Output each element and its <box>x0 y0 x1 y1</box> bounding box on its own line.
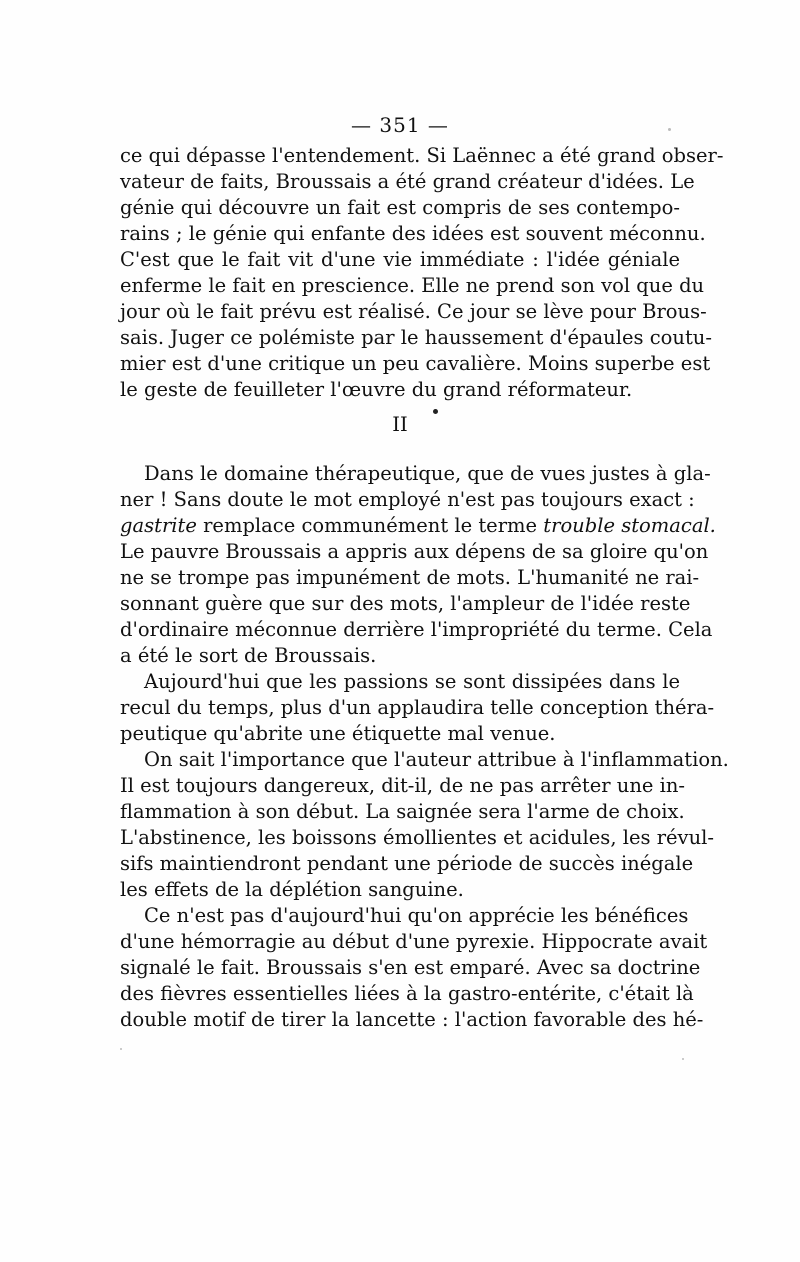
section-heading: II <box>392 413 408 436</box>
text-line: a été le sort de Broussais. <box>120 644 377 667</box>
text-line: double motif de tirer la lancette : l'action favorable des hé- <box>120 1008 704 1031</box>
text-line: d'une hémorragie au début d'une pyrexie. Hippocrate avait <box>120 930 708 953</box>
text-line: Il est toujours dangereux, dit-il, de ne pas arrêter une in- <box>120 774 686 797</box>
text-line: mier est d'une critique un peu cavalière. Moins superbe est <box>120 352 711 375</box>
ink-dot <box>433 409 438 414</box>
text-line: les effets de la déplétion sanguine. <box>120 878 464 901</box>
paper-speck <box>682 1058 684 1060</box>
paper-speck <box>668 128 671 131</box>
paper-speck <box>120 1048 122 1050</box>
text-line: sonnant guère que sur des mots, l'ampleur de l'idée reste <box>120 592 691 615</box>
text-line: vateur de faits, Broussais a été grand créateur d'idées. Le <box>120 170 695 193</box>
text-line: ner ! Sans doute le mot employé n'est pas toujours exact : <box>120 488 695 511</box>
text-line: Aujourd'hui que les passions se sont dissipées dans le <box>144 670 680 693</box>
text-line: d'ordinaire méconnue derrière l'impropriété du terme. Cela <box>120 618 713 641</box>
italic-term: trouble stomacal. <box>543 514 716 537</box>
italic-term: gastrite <box>120 514 197 537</box>
text-line: enferme le fait en prescience. Elle ne prend son vol que du <box>120 274 705 297</box>
text-line: peutique qu'abrite une étiquette mal venue. <box>120 722 556 745</box>
text-line: le geste de feuilleter l'œuvre du grand réformateur. <box>120 378 633 401</box>
text-line: des fièvres essentielles liées à la gastro-entérite, c'était là <box>120 982 694 1005</box>
text-line-mixed <box>120 513 716 539</box>
text-line: C'est que le fait vit d'une vie immédiate : l'idée géniale <box>120 248 680 271</box>
text-line: sais. Juger ce polémiste par le haussement d'épaules coutu- <box>120 326 712 349</box>
text-line: flammation à son début. La saignée sera l'arme de choix. <box>120 800 685 823</box>
text-line: L'abstinence, les boissons émollientes et acidules, les révul- <box>120 826 714 849</box>
text-line: Dans le domaine thérapeutique, que de vues justes à gla- <box>144 462 711 485</box>
text-line: rains ; le génie qui enfante des idées est souvent méconnu. <box>120 222 706 245</box>
body-text <box>120 143 729 1033</box>
text-line: Le pauvre Broussais a appris aux dépens de sa gloire qu'on <box>120 540 709 563</box>
text-line: On sait l'importance que l'auteur attribue à l'inflammation. <box>144 748 729 771</box>
text-line: ce qui dépasse l'entendement. Si Laënnec a été grand obser- <box>120 144 724 167</box>
text-line: sifs maintiendront pendant une période de succès inégale <box>120 852 694 875</box>
text-line: jour où le fait prévu est réalisé. Ce jour se lève pour Brous- <box>120 300 707 323</box>
text-line: Ce n'est pas d'aujourd'hui qu'on apprécie les bénéfices <box>144 904 689 927</box>
text-line: signalé le fait. Broussais s'en est emparé. Avec sa doctrine <box>120 956 701 979</box>
text-line: recul du temps, plus d'un applaudira telle conception théra- <box>120 696 715 719</box>
text-fragment: remplace communément le terme <box>196 514 544 537</box>
text-line: ne se trompe pas impunément de mots. L'humanité ne rai- <box>120 566 700 589</box>
page-number: — 351 — <box>351 113 449 137</box>
text-line: génie qui découvre un fait est compris de ses contempo- <box>120 196 680 219</box>
